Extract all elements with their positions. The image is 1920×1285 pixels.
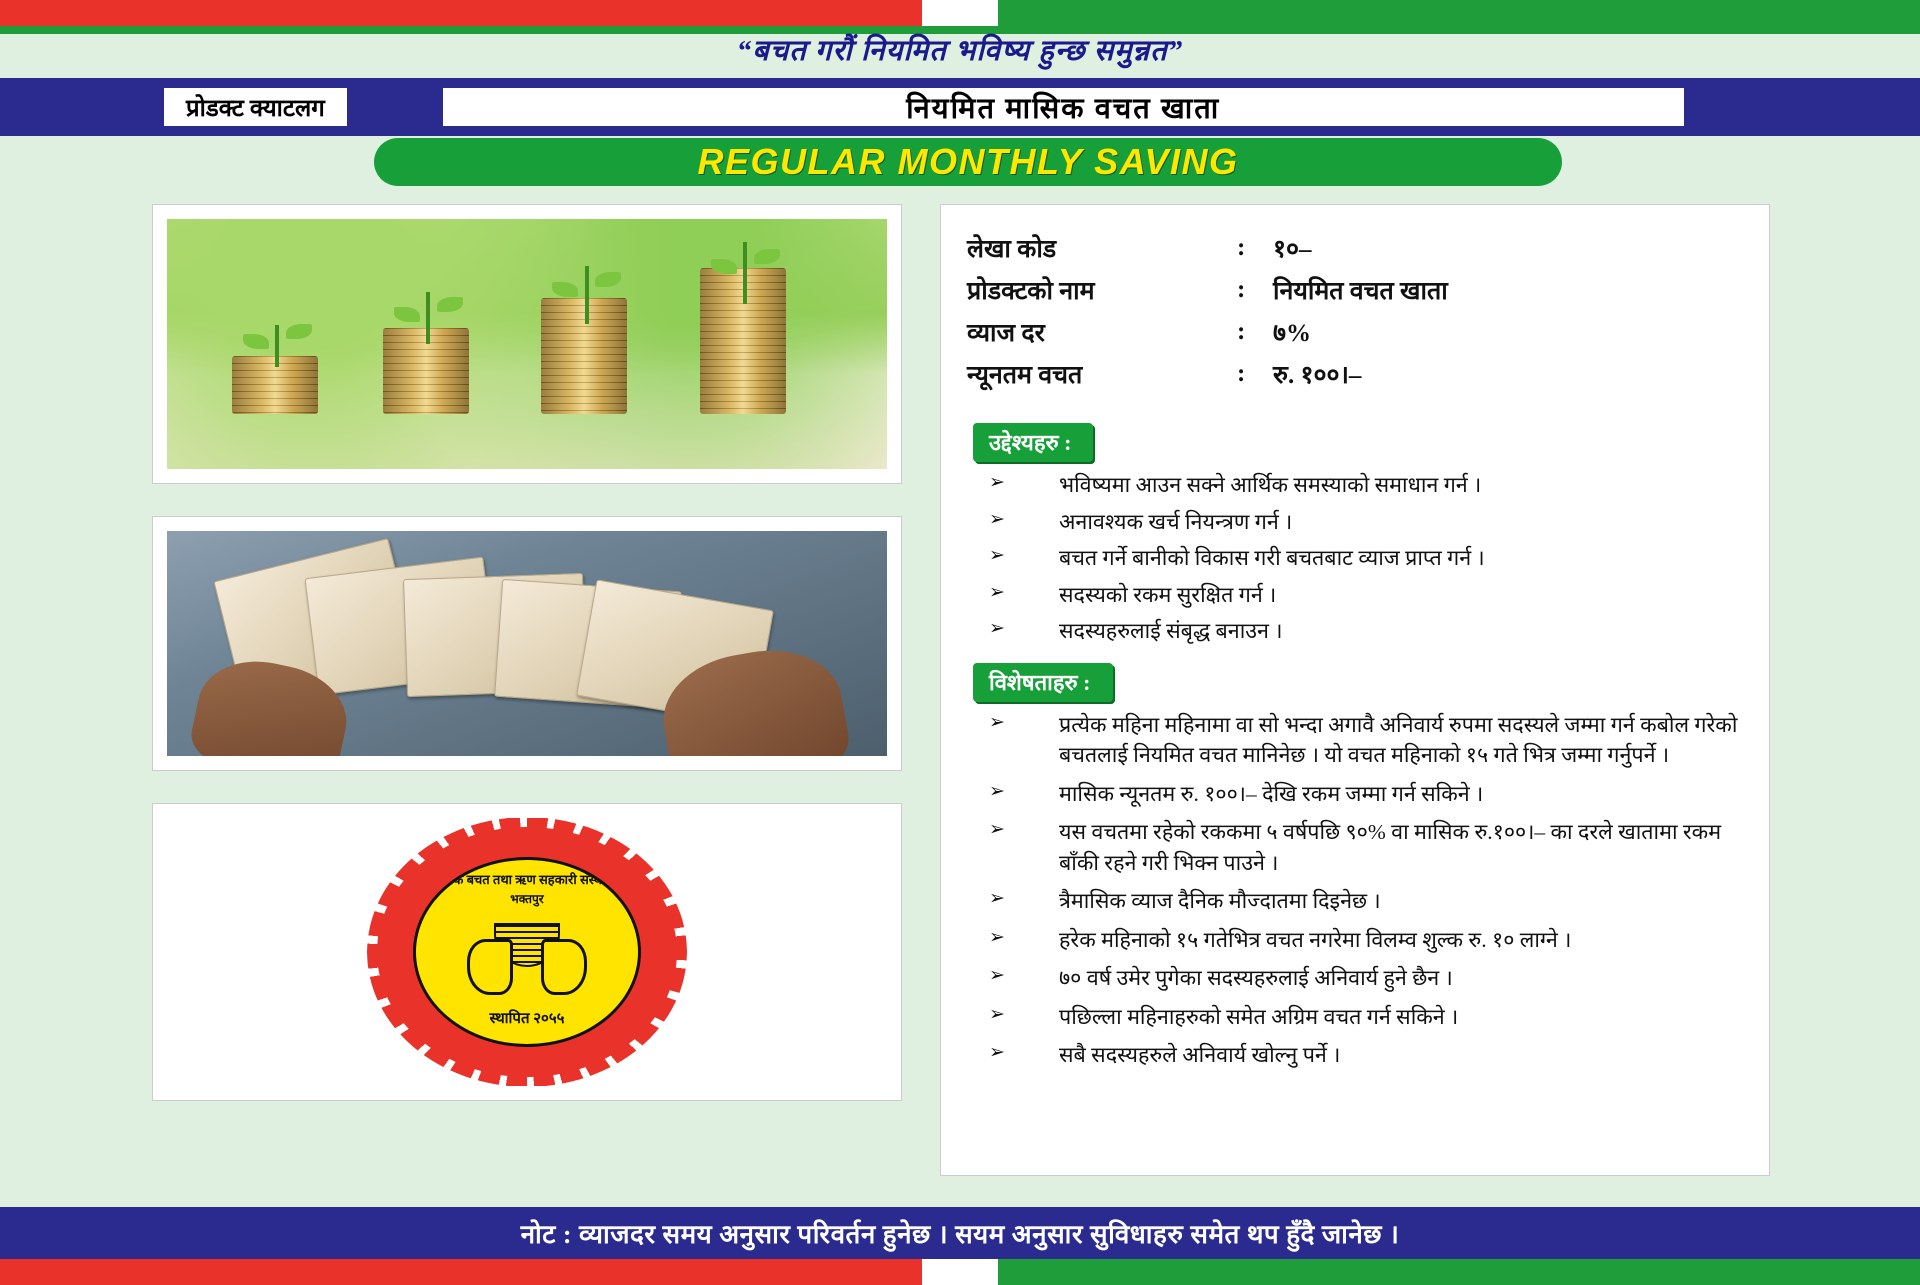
banner-heading: REGULAR MONTHLY SAVING bbox=[374, 138, 1562, 186]
table-row bbox=[967, 227, 1743, 269]
top-bar-red-segment bbox=[0, 0, 922, 26]
seal-top-text: मासिक बचत तथा ऋण सहकारी संस्था लि. bbox=[430, 872, 624, 887]
title-band bbox=[0, 78, 1920, 136]
hands-holding-bowl-icon bbox=[467, 917, 587, 995]
table-row bbox=[967, 269, 1743, 311]
detail-key: लेखा कोड bbox=[967, 236, 1057, 263]
detail-value: १०– bbox=[1273, 236, 1312, 263]
photo-card-coins bbox=[152, 204, 902, 484]
features-heading: विशेषताहरु : bbox=[973, 663, 1113, 702]
bottom-color-bar bbox=[0, 1259, 1920, 1285]
top-bar-green-segment bbox=[998, 0, 1920, 26]
list-item: ➢ त्रैमासिक व्याज दैनिक मौज्दातमा दिइनेछ । bbox=[967, 886, 1743, 917]
objectives-list bbox=[967, 470, 1743, 647]
catalog-label: प्रोडक्ट क्याटलग bbox=[162, 86, 349, 128]
detail-separator: : bbox=[1237, 360, 1246, 387]
list-item: ➢ पछिल्ला महिनाहरुको समेत अग्रिम वचत गर्न सकिने । bbox=[967, 1002, 1743, 1033]
footer-note-band bbox=[0, 1207, 1920, 1259]
footer-note-text: नोट : व्याजदर समय अनुसार परिवर्तन हुनेछ । सयम अनुसार सुविधाहरु समेत थप हुँदै जानेछ । bbox=[520, 1220, 1400, 1249]
seal-mid-text: भक्तपुर bbox=[510, 892, 544, 906]
seal-graphic bbox=[377, 827, 677, 1077]
list-item: ➢ सबै सदस्यहरुले अनिवार्य खोल्नु पर्ने । bbox=[967, 1040, 1743, 1071]
top-bar-white-segment bbox=[922, 0, 999, 26]
coin-stacks-image bbox=[167, 219, 887, 469]
detail-key: न्यूनतम वचत bbox=[967, 362, 1083, 389]
bottom-bar-white-segment bbox=[922, 1259, 999, 1285]
product-title: नियमित मासिक वचत खाता bbox=[441, 86, 1686, 128]
list-item: ➢ अनावश्यक खर्च नियन्त्रण गर्न । bbox=[967, 507, 1743, 538]
detail-value: ७% bbox=[1273, 320, 1312, 347]
list-item: ➢ बचत गर्ने बानीको विकास गरी बचतबाट व्याज प्राप्त गर्न । bbox=[967, 543, 1743, 574]
details-panel bbox=[940, 204, 1770, 1176]
detail-key: व्याज दर bbox=[967, 320, 1045, 347]
objectives-heading: उद्देश्यहरु : bbox=[973, 423, 1093, 462]
list-item: ➢ सदस्यको रकम सुरक्षित गर्न । bbox=[967, 580, 1743, 611]
photo-card-logo bbox=[152, 803, 902, 1101]
photo-card-money bbox=[152, 516, 902, 771]
list-item: ➢ यस वचतमा रहेको रककमा ५ वर्षपछि ९०% वा मासिक रु.१००।– का दरले खातामा रकम बाँकी रहने गरी भिक्न पाउने । bbox=[967, 817, 1743, 878]
list-item: ➢ प्रत्येक महिना महिनामा वा सो भन्दा अगावै अनिवार्य रुपमा सदस्यले जम्मा गर्न कबोल गरेको बचतलाई नियमित वचत मानिनेछ । यो वचत महिनाको १५ गते भित्र जम्मा गर्नुपर्ने । bbox=[967, 710, 1743, 771]
detail-separator: : bbox=[1237, 318, 1246, 345]
money-notes-image bbox=[167, 531, 887, 756]
detail-separator: : bbox=[1237, 276, 1246, 303]
list-item: ➢ ७० वर्ष उमेर पुगेका सदस्यहरुलाई अनिवार्य हुने छैन । bbox=[967, 963, 1743, 994]
list-item: ➢ हरेक महिनाको १५ गतेभित्र वचत नगरेमा विलम्व शुल्क रु. १० लाग्ने । bbox=[967, 925, 1743, 956]
image-column bbox=[152, 204, 902, 1133]
list-item: ➢ मासिक न्यूनतम रु. १००।– देखि रकम जम्मा गर्न सकिने । bbox=[967, 779, 1743, 810]
detail-separator: : bbox=[1237, 234, 1246, 261]
bottom-bar-red-segment bbox=[0, 1259, 922, 1285]
cooperative-logo-image bbox=[167, 818, 887, 1086]
detail-value: रु. १००।– bbox=[1273, 362, 1362, 389]
detail-value: नियमित वचत खाता bbox=[1273, 278, 1448, 305]
detail-key: प्रोडक्टको नाम bbox=[967, 278, 1095, 305]
table-row bbox=[967, 311, 1743, 353]
seal-bottom-text: स्थापित २०५५ bbox=[489, 1011, 565, 1027]
list-item: ➢ सदस्यहरुलाई संबृद्ध बनाउन । bbox=[967, 616, 1743, 647]
slogan-text: “बचत गरौं नियमित भविष्य हुन्छ समुन्नत” bbox=[736, 35, 1184, 67]
table-row bbox=[967, 353, 1743, 395]
top-color-bar bbox=[0, 0, 1920, 26]
list-item: ➢ भविष्यमा आउन सक्ने आर्थिक समस्याको समाधान गर्न । bbox=[967, 470, 1743, 501]
product-details-table bbox=[967, 227, 1743, 395]
seal-inner-disc bbox=[413, 857, 641, 1047]
features-list bbox=[967, 710, 1743, 1071]
bottom-bar-green-segment bbox=[998, 1259, 1920, 1285]
